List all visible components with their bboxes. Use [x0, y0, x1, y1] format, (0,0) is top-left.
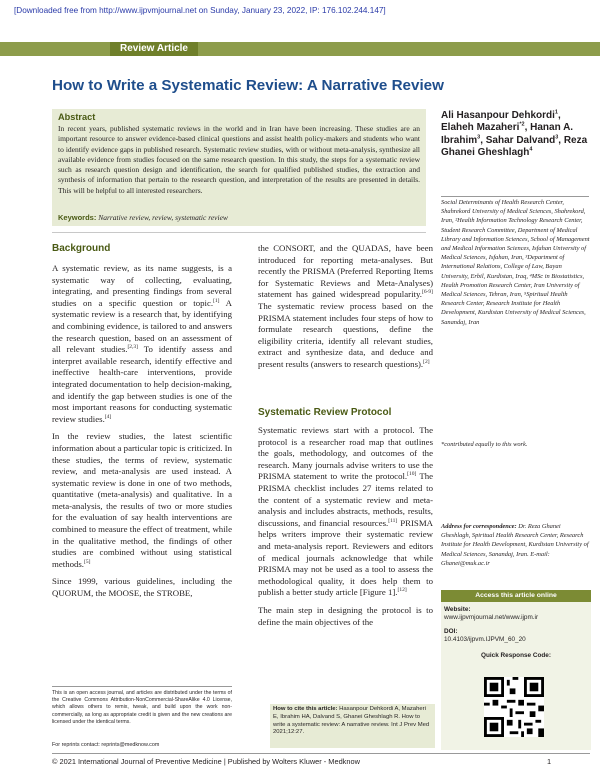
- paragraph: The main step in designing the protocol is to define the main objectives of the: [258, 604, 433, 627]
- website-info: Website: www.ijpvmjournal.net/www.ijpm.ir: [444, 606, 539, 622]
- paragraph: In the review studies, the latest scientific information about a particular topic is criticized. In these studies, the terms of review, systematic review, and meta-analysis are used instead. A systematic review is done in one of two methods, quantitative (meta-analysis) and qualitative. In a meta-analysis, the results of two or more studies for the evaluation of say health interventions are combined to measure the effect of treatment, while in the qualitative method, the findings of other studies are combined without using statistical methods.[5]: [52, 431, 232, 569]
- footer-divider: [52, 753, 590, 754]
- reprints-note: For reprints contact: reprints@medknow.com: [52, 742, 160, 748]
- download-note: [Downloaded free from http://www.ijpvmjournal.net on Sunday, January 23, 2022, IP: 176.102.244.147]: [14, 6, 386, 15]
- paragraph: the CONSORT, and the QUADAS, have been introduced for reporting meta-analyses. But recently the PRISMA (Preferred Reporting Items for Systematic Reviews and Meta-Analyses) statement has gained widespread popularity.[6-9] The systematic review process based on the PRISMA statement includes four steps of how to formulate research questions, define the eligibility criteria, identify all relevant studies, extract and synthesize data, and deduce and present results (answers to research questions).[2]: [258, 243, 433, 369]
- page-number: 1: [547, 757, 552, 766]
- protocol-heading: Systematic Review Protocol: [258, 407, 392, 418]
- paragraph: Since 1999, various guidelines, including the QUORUM, the MOOSE, the STROBE,: [52, 576, 232, 599]
- article-title: How to Write a Systematic Review: A Narrative Review: [52, 77, 444, 94]
- correspondence: Address for correspondence: Dr. Reza Ghanei Gheshlagh, Spiritual Health Research Center, Research Institute for Health Development, Kurdistan University of Medical Sciences, Sanandaj, Iran. E-mail: Ghanei@muk.ac.ir: [441, 523, 589, 567]
- background-heading: Background: [52, 243, 111, 254]
- license-divider: [52, 686, 232, 687]
- author-list: Ali Hasanpour Dehkordi$^1$, Elaheh Mazaheri$^{*2}$, Hanan A. Ibrahim$^3$, Sahar Dalvand$^3$, Reza Ghanei Gheshlagh$^4$: [441, 109, 588, 159]
- qr-label: Quick Response Code:: [481, 652, 551, 659]
- online-access-heading: Access this article online: [441, 590, 591, 602]
- contribution-note: *contributed equally to this work.: [441, 441, 528, 448]
- paragraph: Systematic reviews start with a protocol. The protocol is a researcher road map that outlines the goals, methodology, and outcomes of the research. Many journals advise writers to use the PRISMA statement to write the protocol.[10] The PRISMA checklist includes 27 items related to the content of a systematic review and meta-analysis and includes abstracts, methods, results, discussions, and financial resources.[11] PRISMA helps writers improve their systematic review and meta-analysis report. Reviewers and editors of medical journals acknowledge that while PRISMA may not be used as a tool to assess the methodological quality, it does help them to publish a better study article [Figure 1].[12]: [258, 425, 434, 598]
- qr-code-icon[interactable]: [484, 677, 544, 737]
- affiliation-divider: [441, 196, 589, 197]
- affiliations: Social Determinants of Health Research Center, Shahrekord University of Medical Sciences, Shahrekord, Iran, ²Health Information Technology Research Center, Student Research Committee, Department of Medical Library and Information Sciences, School of Management and Medical Information Sciences, Isfahan University of Medical Sciences, Isfahan, Iran, ³Department of International Relations, College of Law, Bayan University, Erbil, Kurdistan, Iraq, ⁴MSc in Biostatistics, Health Promotion Research Center, Iran University of Medical Sciences, Tehran, Iran, ⁵Spiritual Health Research Center, Research Institute for Health Development, Kurdistan University of Medical Sciences, Sanandaj, Iran: [441, 199, 590, 326]
- license-text: This is an open access journal, and articles are distributed under the terms of the Creative Commons Attribution-NonCommercial-ShareAlike 4.0 License, which allows others to remix, tweak, and build upon the work non-commercially, as long as appropriate credit is given and the new creations are licensed under the identical terms.: [52, 690, 232, 725]
- protocol-column: [258, 425, 433, 634]
- footer-text: © 2021 International Journal of Preventive Medicine | Published by Wolters Kluwer - Medknow: [52, 757, 360, 766]
- cite-text: How to cite this article: Hasanpour Dehkordi A, Mazaheri E, Ibrahim HA, Dalvand S, Ghanei Gheshlagh R. How to write a systematic review: A narrative review. Int J Prev Med 2021;12:27.: [273, 706, 430, 736]
- website-link[interactable]: www.ijpvmjournal.net/www.ijpm.ir: [444, 614, 539, 622]
- paragraph: A systematic review, as its name suggests, is a systematic way of collecting, evaluating, integrating, and presenting findings from several studies on a specific question or topic.[1] A systematic review is a research that, by identifying and combining evidence, is tailored to and answers the research question, based on an assessment of all relevant studies.[2,3] To identify assess and interpret available research, identify effective and ineffective health-care interventions, provide integrated documentation to help decision-making, and identify the gap between studies is one of the most important reasons for conducting systematic review studies.[4]: [52, 263, 232, 424]
- article-type-label: Review Article: [110, 42, 198, 56]
- left-column: [52, 263, 232, 606]
- middle-column: [258, 243, 433, 377]
- doi-link[interactable]: 10.4103/ijpvm.IJPVM_60_20: [444, 636, 526, 644]
- keywords: [58, 213, 228, 222]
- abstract-text: In recent years, published systematic reviews in the world and in Iran have been increasing. These studies are an important resource to answer evidence-based clinical questions and assist health policy-makers and students who want to identify evidence gaps in published research. Systematic review studies, with or without meta-analysis, synthesize all available evidence from studies focused on the same research question. In this study, the steps for a systematic review such as research question design and identification, the search for qualified published studies, the extraction and synthesis of information that pertain to the research question, and interpretation of the results are presented in details. This will be helpful to all interested researchers.: [58, 124, 420, 195]
- header-band: [0, 42, 600, 56]
- divider: [52, 232, 426, 233]
- doi-info: DOI: 10.4103/ijpvm.IJPVM_60_20: [444, 628, 526, 644]
- keywords-text: Narrative review, review, systematic review: [96, 213, 228, 222]
- abstract-heading: Abstract: [58, 112, 96, 122]
- keywords-label: Keywords:: [58, 213, 97, 222]
